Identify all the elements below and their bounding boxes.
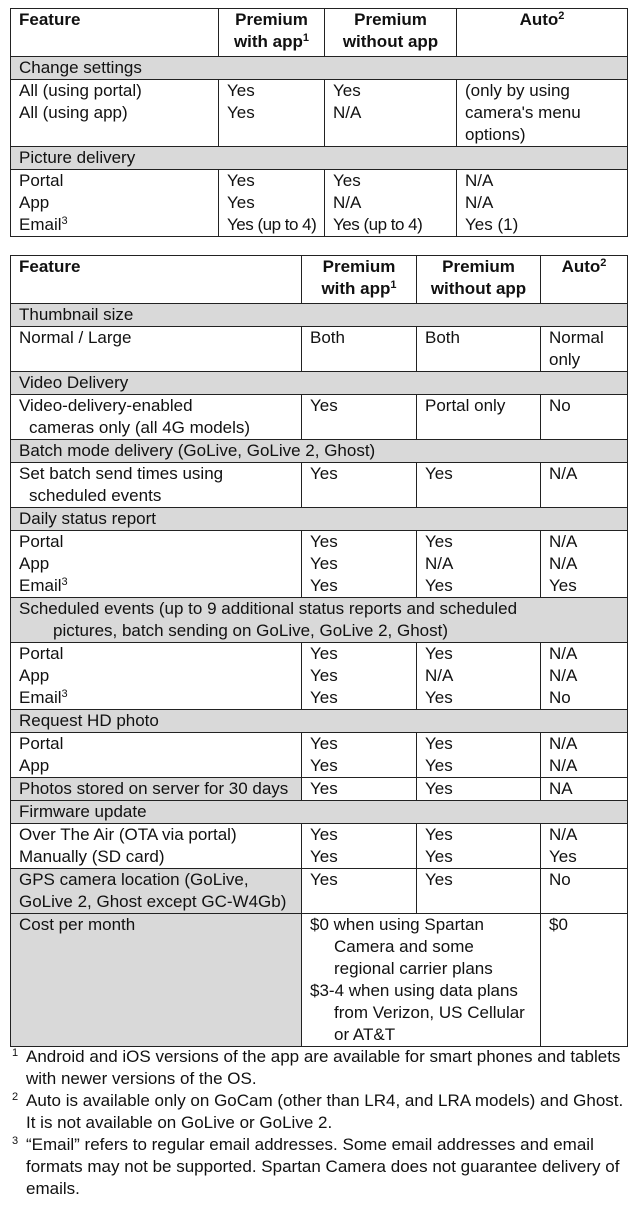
section-row: [11, 710, 628, 733]
header-premium-with-app: Premium with app$^1$: [302, 256, 417, 304]
features-table-1: [10, 8, 628, 237]
premium-app-cell: Yes Yes Yes: [302, 643, 417, 710]
auto-cell: N/A N/A: [541, 733, 628, 778]
premium-app-cell: Yes Yes Yes (up to 4): [219, 170, 325, 237]
premium-noapp-cell: Yes: [417, 778, 541, 801]
premium-app-cell: Yes: [302, 869, 417, 914]
feature-cell: Portal App: [11, 733, 302, 778]
auto-cell: NA: [541, 778, 628, 801]
header-auto: Auto$^2$: [541, 256, 628, 304]
table-row: [11, 869, 628, 914]
header-feature: Feature: [11, 256, 302, 304]
footnotes: [12, 1046, 627, 1200]
table-row: [11, 327, 628, 372]
auto-cell: Normal only: [541, 327, 628, 372]
premium-app-cell: Both: [302, 327, 417, 372]
premium-app-cell: Yes Yes: [219, 80, 325, 147]
header-premium-with-app: Premium with app$^1$: [219, 9, 325, 57]
premium-noapp-cell: Yes: [417, 869, 541, 914]
table-row: [11, 778, 628, 801]
section-row: [11, 372, 628, 395]
section-row: [11, 440, 628, 463]
feature-cell: Portal App Email$^3$: [11, 531, 302, 598]
auto-cell: $0: [541, 914, 628, 1047]
premium-app-cell: Yes: [302, 395, 417, 440]
premium-app-cell: Yes Yes: [302, 824, 417, 869]
premium-noapp-cell: Portal only: [417, 395, 541, 440]
premium-noapp-cell: Yes N/A Yes: [417, 531, 541, 598]
premium-app-cell: Yes Yes Yes: [302, 531, 417, 598]
header-premium-without-app: Premium without app: [325, 9, 457, 57]
auto-cell: N/A N/A No: [541, 643, 628, 710]
table-row: [11, 643, 628, 710]
premium-app-cell: Yes: [302, 778, 417, 801]
feature-cell: All (using portal) All (using app): [11, 80, 219, 147]
premium-app-cell: Yes: [302, 463, 417, 508]
section-video-delivery: Video Delivery: [11, 372, 628, 395]
auto-cell: N/A N/A Yes: [541, 531, 628, 598]
premium-noapp-cell: Yes Yes: [417, 824, 541, 869]
feature-cell: Photos stored on server for 30 days: [11, 778, 302, 801]
auto-cell: N/A Yes: [541, 824, 628, 869]
section-row: [11, 801, 628, 824]
footnote-1: $^1$ Android and iOS versions of the app are available for smart phones and tablets with newer versions of the OS.: [12, 1047, 621, 1088]
table-row: [11, 395, 628, 440]
table-row: [11, 733, 628, 778]
premium-noapp-cell: Yes N/A: [325, 80, 457, 147]
features-table-2: [10, 255, 628, 1047]
feature-cell: Set batch send times using scheduled events: [11, 463, 302, 508]
feature-cell: Over The Air (OTA via portal) Manually (SD card): [11, 824, 302, 869]
feature-cell: GPS camera location (GoLive, GoLive 2, Ghost except GC-W4Gb): [11, 869, 302, 914]
premium-noapp-cell: Yes N/A Yes (up to 4): [325, 170, 457, 237]
premium-app-cell: Yes Yes: [302, 733, 417, 778]
premium-noapp-cell: Yes N/A Yes: [417, 643, 541, 710]
section-row: [11, 598, 628, 643]
section-scheduled-events: Scheduled events (up to 9 additional status reports and scheduled pictures, batch sending on GoLive, GoLive 2, Ghost): [11, 598, 628, 643]
premium-noapp-cell: Both: [417, 327, 541, 372]
section-picture-delivery: Picture delivery: [11, 147, 628, 170]
premium-noapp-cell: Yes: [417, 463, 541, 508]
section-daily-status: Daily status report: [11, 508, 628, 531]
table-row: [11, 531, 628, 598]
table-header-row: [11, 9, 628, 57]
auto-cell: No: [541, 395, 628, 440]
auto-cell: N/A: [541, 463, 628, 508]
auto-cell: (only by using camera's menu options): [457, 80, 628, 147]
footnote-3: $^3$ “Email” refers to regular email addresses. Some email addresses and email formats may not be supported. Spartan Camera does not guarantee delivery of emails.: [12, 1135, 620, 1198]
section-change-settings: Change settings: [11, 57, 628, 80]
section-firmware-update: Firmware update: [11, 801, 628, 824]
table-header-row: [11, 256, 628, 304]
feature-cell: Normal / Large: [11, 327, 302, 372]
header-feature: Feature: [11, 9, 219, 57]
feature-cell: Portal App Email$^3$: [11, 170, 219, 237]
table-row: [11, 170, 628, 237]
section-row: [11, 304, 628, 327]
feature-cell: Cost per month: [11, 914, 302, 1047]
header-auto: Auto$^2$: [457, 9, 628, 57]
auto-cell: No: [541, 869, 628, 914]
table-row: [11, 914, 628, 1047]
section-batch-mode: Batch mode delivery (GoLive, GoLive 2, Ghost): [11, 440, 628, 463]
section-row: [11, 508, 628, 531]
header-premium-without-app: Premium without app: [417, 256, 541, 304]
section-thumbnail-size: Thumbnail size: [11, 304, 628, 327]
premium-noapp-cell: Yes Yes: [417, 733, 541, 778]
table-row: [11, 80, 628, 147]
table-row: [11, 824, 628, 869]
premium-cost-cell: $0 when using Spartan Camera and some regional carrier plans $3-4 when using data plans from Verizon, US Cellular or AT&T: [302, 914, 541, 1047]
auto-cell: N/A N/A Yes (1): [457, 170, 628, 237]
section-row: [11, 147, 628, 170]
feature-cell: Video-delivery-enabled cameras only (all 4G models): [11, 395, 302, 440]
section-row: [11, 57, 628, 80]
feature-cell: Portal App Email$^3$: [11, 643, 302, 710]
table-row: [11, 463, 628, 508]
section-request-hd-photo: Request HD photo: [11, 710, 628, 733]
footnote-2: $^2$ Auto is available only on GoCam (other than LR4, and LRA models) and Ghost. It is not available on GoLive or GoLive 2.: [12, 1091, 624, 1132]
